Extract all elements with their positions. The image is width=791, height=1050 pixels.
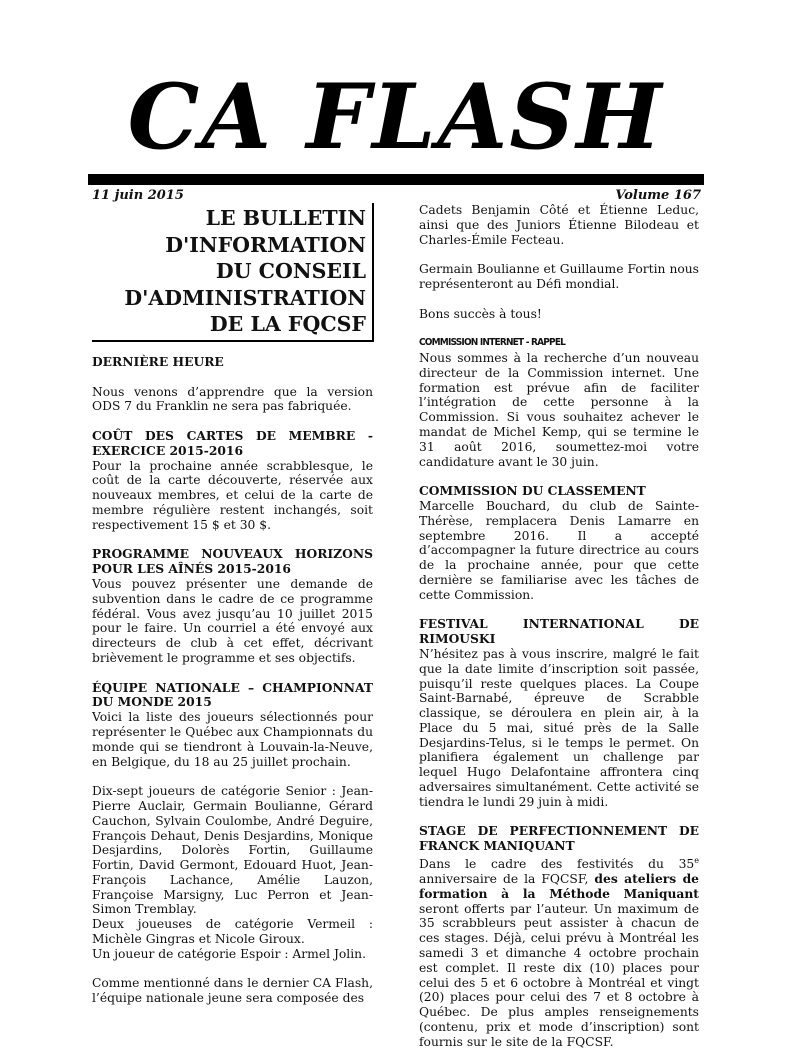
- bulletin-title-line: D'ADMINISTRATION: [124, 285, 366, 310]
- section-heading: COMMISSION INTERNET - RAPPEL: [419, 337, 566, 349]
- bulletin-title-box: [92, 203, 374, 342]
- superscript: e: [694, 856, 699, 866]
- paragraph: Vous pouvez présenter une demande de subvention dans le cadre de ce programme fédéral. Vous avez jusqu’au 10 juillet 2015 pour le faire. Un courriel a été envoyé aux directeurs de club à cet effet, décrivant brièvement le programme et ses objectifs.: [92, 576, 373, 665]
- bulletin-title: [124, 205, 366, 338]
- bold-text-run: des ateliers de formation à la Méthode Maniquant: [419, 870, 699, 901]
- section-heading: DERNIÈRE HEURE: [92, 354, 224, 369]
- bulletin-title-line: DE LA FQCSF: [209, 312, 366, 337]
- paragraph: Marcelle Bouchard, du club de Sainte-Thérèse, remplacera Denis Lamarre en septembre 2016. Il a accepté d’accompagner la future directrice au cours de la prochaine année, pour que cette dernière se familiarise avec les tâches de cette Commission.: [419, 498, 699, 602]
- section-heading: ÉQUIPE NATIONALE – CHAMPIONNAT DU MONDE 2015: [92, 679, 373, 710]
- right-column: [419, 203, 699, 1050]
- bulletin-title-line: D'INFORMATION: [165, 232, 366, 257]
- paragraph: Pour la prochaine année scrabblesque, le coût de la carte découverte, réservée aux nouveaux membres, et celui de la carte de membre régulière restent inchangés, soit respectivement 15 $ et 30 $.: [92, 458, 373, 532]
- paragraph: Germain Boulianne et Guillaume Fortin nous représenteront au Défi mondial.: [419, 262, 699, 291]
- section-heading: COMMISSION DU CLASSEMENT: [419, 483, 646, 499]
- text-run: seront offerts par l’auteur. Un maximum de 35 scrabbleurs peut assister à chacun de ces stages. Déjà, celui prévu à Montréal les samedi 3 et dimanche 4 octobre prochain est complet. Il reste dix (10) places pour celui des 5 et 6 octobre à Montréal et vingt (20) places pour celui des 7 et 8 octobre à Québec. De plus amples renseignements (contenu, prix et mode d’inscription) sont fournis sur le site de la FQCSF.: [419, 901, 699, 1049]
- paragraph: Comme mentionné dans le dernier CA Flash, l’équipe nationale jeune sera composée des: [92, 976, 373, 1006]
- paragraph: Nous sommes à la recherche d’un nouveau directeur de la Commission internet. Une formation est prévue afin de faciliter l’intégration de cette personne à la Commission. Si vous souhaitez achever le mandat de Michel Kemp, qui se termine le 31 août 2016, soumettez-moi votre candidature avant le 30 juin.: [419, 350, 699, 469]
- paragraph: Dix-sept joueurs de catégorie Senior : Jean-Pierre Auclair, Germain Boulianne, Gérard Cauchon, Sylvain Coulombe, André Deguire, François Dehaut, Denis Desjardins, Monique Desjardins, Dolorès Fortin, Guillaume Fortin, David Germont, Edouard Huot, Jean-François Lachance, Amélie Lauzon, Françoise Marsigny, Luc Perron et Jean-Simon Tremblay.: [92, 784, 373, 917]
- paragraph: Deux joueuses de catégorie Vermeil : Michèle Gingras et Nicole Giroux.: [92, 917, 373, 947]
- text-run: anniversaire de la FQCSF,: [419, 871, 595, 886]
- paragraph: Cadets Benjamin Côté et Étienne Leduc, ainsi que des Juniors Étienne Bilodeau et Charles-Émile Fecteau.: [419, 203, 699, 247]
- paragraph: Nous venons d’apprendre que la version ODS 7 du Franklin ne sera pas fabriquée.: [92, 384, 373, 414]
- section-heading: STAGE DE PERFECTIONNEMENT DE FRANCK MANIQUANT: [419, 823, 699, 854]
- bulletin-title-line: LE BULLETIN: [205, 206, 366, 230]
- paragraph: Bons succès à tous!: [419, 306, 542, 321]
- section-heading: COÛT DES CARTES DE MEMBRE - EXERCICE 2015-2016: [92, 427, 373, 458]
- section-heading: PROGRAMME NOUVEAUX HORIZONS POUR LES AÎNÉS 2015-2016: [92, 546, 373, 577]
- issue-date: 11 juin 2015: [92, 188, 184, 203]
- masthead-title: CA FLASH: [127, 64, 664, 170]
- issue-volume: Volume 167: [615, 188, 701, 203]
- text-run: Dans le cadre des festivités du 35: [419, 857, 695, 872]
- section-heading: FESTIVAL INTERNATIONAL DE RIMOUSKI: [419, 616, 699, 647]
- paragraph: Voici la liste des joueurs sélectionnés pour représenter le Québec aux Championnats du monde qui se tiendront à Louvain-la-Neuve, en Belgique, du 18 au 25 juillet prochain.: [92, 710, 373, 769]
- bulletin-title-line: DU CONSEIL: [215, 259, 366, 284]
- paragraph: Un joueur de catégorie Espoir : Armel Jolin.: [92, 946, 366, 961]
- paragraph: [419, 854, 699, 1049]
- masthead-rule: [88, 174, 704, 185]
- paragraph: N’hésitez pas à vous inscrire, malgré le fait que la date limite d’inscription soit passée, puisqu’il reste quelques places. La Coupe Saint-Barnabé, épreuve de Scrabble classique, se déroulera en plein air, à la Place du 5 mai, situé près de la Salle Desjardins-Telus, si le temps le permet. On planifiera également un challenge par lequel Hugo Delafontaine affrontera cinq adversaires simultanément. Cette activité se tiendra le lundi 29 juin à midi.: [419, 646, 699, 809]
- left-column: [92, 355, 373, 1006]
